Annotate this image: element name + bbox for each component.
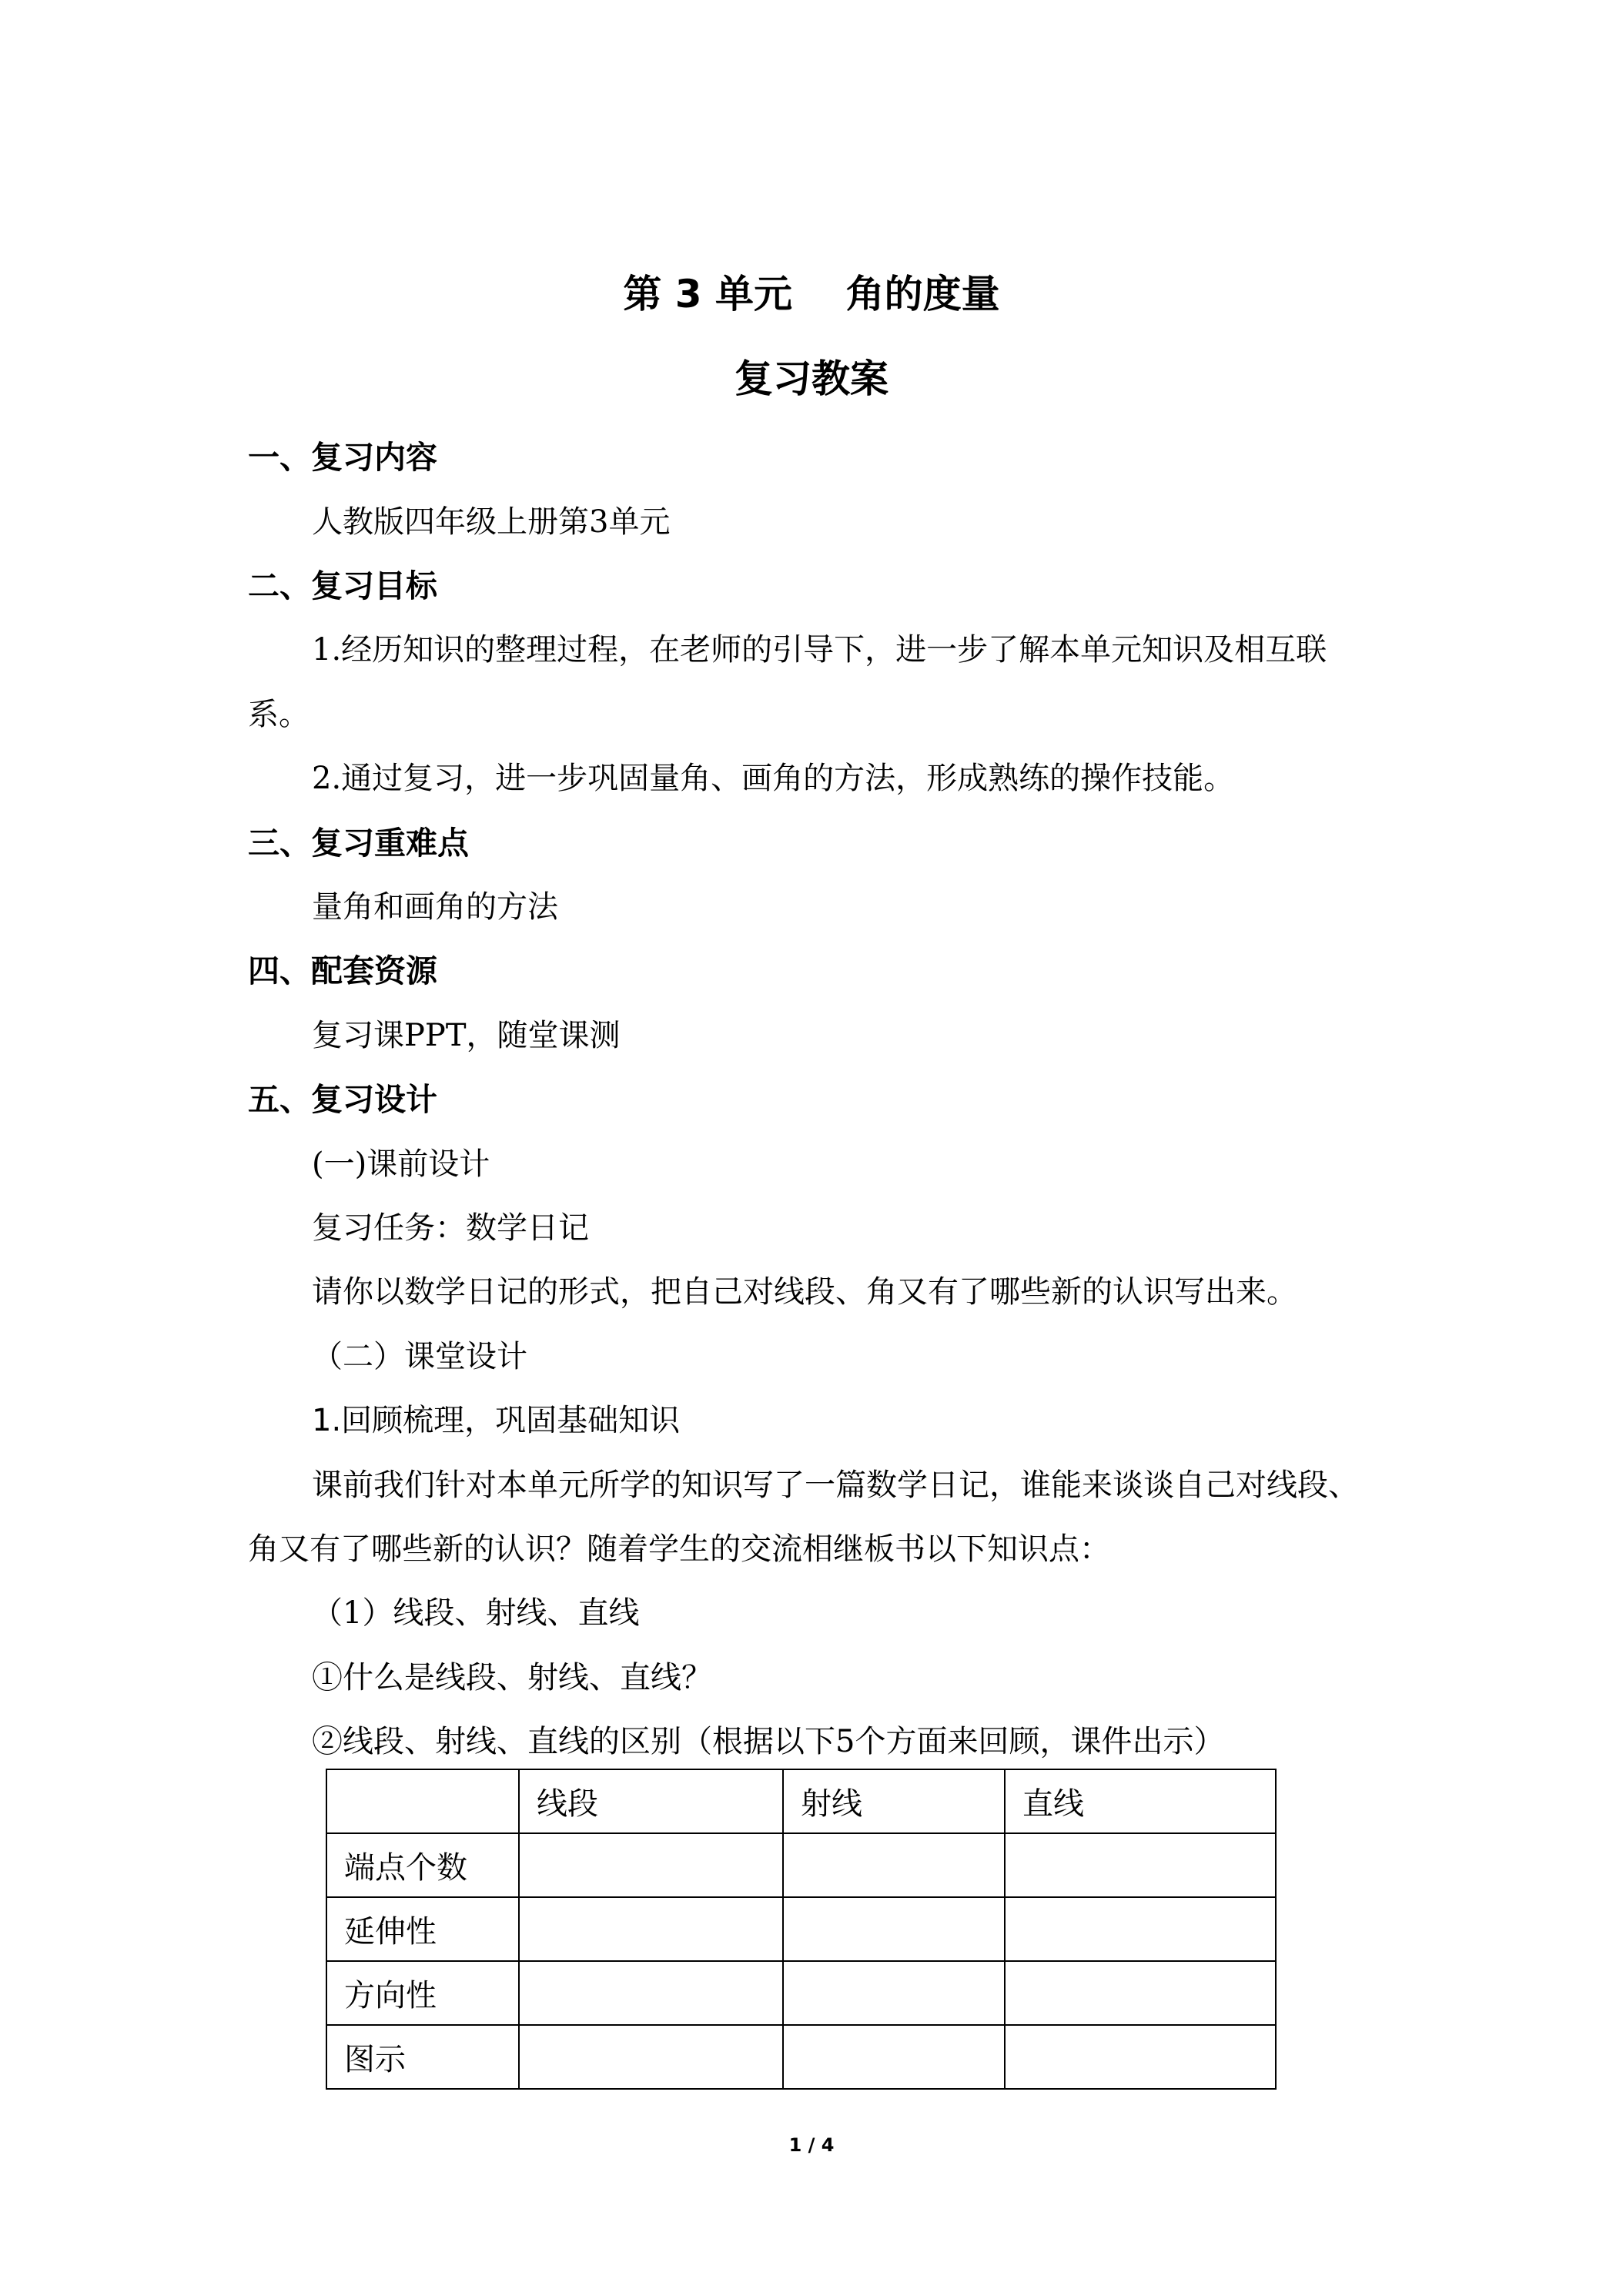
- table-row-label: 端点个数: [326, 1833, 519, 1897]
- table-row: [326, 1897, 1276, 1961]
- document-subtitle: 复习教案: [735, 356, 888, 401]
- table-row: [326, 2025, 1276, 2089]
- table-cell: [783, 2025, 1005, 2089]
- table-header-cell: 线段: [519, 1769, 783, 1833]
- step-1-description: 课前我们针对本单元所学的知识写了一篇数学日记，谁能来谈谈自己对线段、: [312, 1468, 1359, 1503]
- question-2: ②线段、射线、直线的区别（根据以下5个方面来回顾，课件出示）: [312, 1724, 1225, 1759]
- section-heading-keypoints: 三、复习重难点: [248, 825, 469, 862]
- section-heading-design: 五、复习设计: [248, 1081, 437, 1118]
- table-header-cell: 射线: [783, 1769, 1005, 1833]
- section-text-resources: 复习课PPT，随堂课测: [312, 1018, 621, 1053]
- section-heading-content: 一、复习内容: [248, 439, 437, 476]
- goal-item-1: 1.经历知识的整理过程，在老师的引导下，进一步了解本单元知识及相互联: [312, 632, 1327, 668]
- knowledge-point-1: （1）线段、射线、直线: [312, 1595, 640, 1631]
- table-cell: [519, 1961, 783, 2025]
- section-heading-resources: 四、配套资源: [248, 952, 437, 989]
- table-header-cell: [326, 1769, 519, 1833]
- table-header-row: [326, 1769, 1276, 1833]
- page-number: 1 / 4: [788, 2134, 835, 2156]
- goal-item-1-continued: 系。: [248, 697, 310, 732]
- question-1: ①什么是线段、射线、直线？: [312, 1660, 712, 1695]
- section-text-content: 人教版四年级上册第3单元: [312, 504, 671, 540]
- goal-item-2: 2.通过复习，进一步巩固量角、画角的方法，形成熟练的操作技能。: [312, 761, 1235, 796]
- document-title: 第 3 单元 角的度量: [623, 272, 1000, 316]
- review-task-description: 请你以数学日记的形式，把自己对线段、角又有了哪些新的认识写出来。: [312, 1274, 1297, 1310]
- section-text-keypoints: 量角和画角的方法: [312, 889, 558, 925]
- step-1-description-continued: 角又有了哪些新的认识？随着学生的交流相继板书以下知识点：: [248, 1531, 1110, 1567]
- table-row: [326, 1961, 1276, 2025]
- step-1-title: 1.回顾梳理，巩固基础知识: [312, 1403, 681, 1438]
- table-cell: [1005, 2025, 1276, 2089]
- section-heading-goals: 二、复习目标: [248, 567, 437, 604]
- table-row-label: 延伸性: [326, 1897, 519, 1961]
- table-row-label: 图示: [326, 2025, 519, 2089]
- comparison-table: [326, 1769, 1277, 2090]
- table-cell: [519, 2025, 783, 2089]
- table-row: [326, 1833, 1276, 1897]
- table-cell: [783, 1833, 1005, 1897]
- table-cell: [783, 1961, 1005, 2025]
- in-class-design: （二）课堂设计: [312, 1339, 527, 1374]
- table-header-cell: 直线: [1005, 1769, 1276, 1833]
- table-cell: [1005, 1961, 1276, 2025]
- table-cell: [783, 1897, 1005, 1961]
- pre-class-design: (一)课前设计: [312, 1146, 490, 1182]
- table-cell: [1005, 1833, 1276, 1897]
- review-task: 复习任务：数学日记: [312, 1210, 589, 1246]
- table-cell: [519, 1833, 783, 1897]
- table-cell: [519, 1897, 783, 1961]
- table-cell: [1005, 1897, 1276, 1961]
- table-row-label: 方向性: [326, 1961, 519, 2025]
